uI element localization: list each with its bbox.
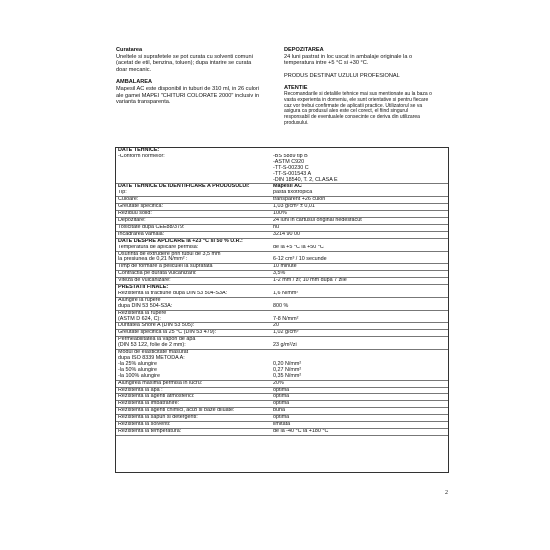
cell-label-line: -la 25% alungire xyxy=(118,360,157,367)
table-row xyxy=(116,394,448,401)
depozitarea-line: temperatura intre +5 °C si +30 °C. xyxy=(284,60,369,67)
table-row xyxy=(116,408,448,415)
cell-label: Rezistenta la imbatranire: xyxy=(116,401,271,408)
curatarea-heading: Curatarea xyxy=(116,47,143,53)
left-column xyxy=(116,47,276,106)
depozitarea-heading: DEPOZITAREA xyxy=(284,47,324,53)
cell-value: pasta tixotropica xyxy=(271,190,448,196)
cell-label: Toxicitate dupa CEE88/379: xyxy=(116,224,271,231)
ambalarea-line: Mapesil AC este disponibil in tuburi de 310 ml, in 26 culori xyxy=(116,85,260,92)
cell-label: Tip: xyxy=(116,190,271,196)
ambalarea-line: varianta transparenta. xyxy=(116,99,171,106)
table-row xyxy=(116,271,448,278)
cell-value: 23 g/m²/zi xyxy=(271,337,448,350)
cell-label-line: -la 100% alungire xyxy=(118,372,160,379)
cell-value-line: 0,20 N/mm² xyxy=(273,360,302,367)
modulus-values xyxy=(271,350,448,381)
table-row xyxy=(116,197,448,204)
cell-value: 6-12 cm³ / 10 secunde xyxy=(271,251,448,264)
cell-value: 100% xyxy=(271,211,448,218)
cell-label-line: dupa ISO 8339 METODA A: xyxy=(118,355,185,361)
table-row xyxy=(116,204,448,211)
table-row xyxy=(116,154,448,184)
technical-data-table xyxy=(115,147,449,473)
cell-label-line: Rezistenta la rupere xyxy=(118,310,167,316)
table-row xyxy=(116,297,448,310)
right-column xyxy=(284,47,444,127)
table-row xyxy=(116,231,448,238)
table-row xyxy=(116,387,448,394)
cell-value: de la +5 °C la +50 °C xyxy=(271,245,448,251)
depozitarea-line: 24 luni pastrat in loc uscat in ambalaje originale la o xyxy=(284,53,413,60)
cell-label: Culoare: xyxy=(116,197,271,204)
table-row xyxy=(116,310,448,323)
cell-value-line: 0,27 N/mm² xyxy=(273,366,302,373)
cell-label: Contractia pe durata vulcanizarii: xyxy=(116,271,271,278)
atentie-line: vasta experienta in domeniu, ele sunt orientative si pentru fiecare xyxy=(284,96,429,103)
cell-label: Temperatura de aplicare permisa: xyxy=(116,245,271,251)
page-number: 2 xyxy=(445,490,448,496)
product-name: Mapesil AC xyxy=(273,183,302,190)
cell-value: optima xyxy=(271,401,448,408)
cell-value: 7-8 N/mm² xyxy=(271,310,448,323)
standard-item: -TT-S-001543 A xyxy=(273,170,312,177)
cell-label-line: dupa DIN 53 504-S3A: xyxy=(118,302,173,309)
ambalarea-heading: AMBALAREA xyxy=(116,79,153,86)
curatarea-line: doar mecanic. xyxy=(116,66,152,73)
table-row xyxy=(116,337,448,350)
cell-label-line: Modul de elasticitate masurat xyxy=(118,349,189,356)
cell-label: Timp de formare a peliculei la suprafata xyxy=(116,264,271,271)
cell-value: 1,03 g/cm³ ± 0,01 xyxy=(271,204,448,211)
cell-label: Rezistenta la solventi: xyxy=(116,422,271,429)
table-row xyxy=(116,323,448,330)
cell-value: 20 xyxy=(271,323,448,330)
cell-label: Incadrarea vamala: xyxy=(116,231,271,238)
table-row xyxy=(116,428,448,435)
cell-label xyxy=(116,310,271,323)
table-row xyxy=(116,380,448,387)
cell-value: limitata xyxy=(271,422,448,429)
ambalarea-line: ale gamei MAPEI "CHITURI COLORATE 2000" inclusiv in xyxy=(116,92,260,99)
cell-label xyxy=(116,297,271,310)
cell-label: Rezistenta la tractiune dupa DIN 53 504-S3A: xyxy=(116,291,271,297)
cell-label: Depozitare: xyxy=(116,217,271,224)
cell-value: de la -40 °C la +180 °C xyxy=(271,428,448,435)
table-row xyxy=(116,422,448,429)
cell-label-line: Alungire la rupere xyxy=(118,297,161,303)
cell-label xyxy=(116,251,271,264)
table-row xyxy=(116,211,448,218)
cell-value: 24 luni in cartusul original nedesfacut xyxy=(271,217,448,224)
cell-label: Greutate specifica: xyxy=(116,204,271,211)
table-row xyxy=(116,401,448,408)
cell-label-line: -la 50% alungire xyxy=(118,366,157,373)
standard-item: -BS 5889 tip B xyxy=(273,153,308,159)
cell-label: Greutate specifica la 25 °C (DIN 53 479): xyxy=(116,330,271,337)
curatarea-line: Uneltele si suprafetele se pot curata cu solventi comuni xyxy=(116,53,253,60)
cell-label-line: la presiunea de 0,21 N/mm² : xyxy=(118,256,188,263)
cell-value: 3,5% xyxy=(271,271,448,278)
cell-value: 800 % xyxy=(271,297,448,310)
atentie-line: asigura ca produsul ales este cel corect, el fiind singurul xyxy=(284,108,408,115)
ident-title: DATE TEHNICE DE IDENTIFICARE A PRODUSULUI: xyxy=(118,183,250,190)
cell-label: Rezistenta la temperatura: xyxy=(116,428,271,435)
atentie-heading: ATENTIE xyxy=(284,85,308,92)
cell-label: Reziduu solid: xyxy=(116,211,271,218)
cell-label: Rezistenta la apa : xyxy=(116,387,271,394)
table-row xyxy=(116,278,448,285)
cell-value: 1,02 g/cm³ xyxy=(271,330,448,337)
cell-label-line: Usurinta de extrudere prin tubul de 3,5 mm xyxy=(118,251,221,257)
cell-label: Viteza de vulcanizare: xyxy=(116,278,271,285)
standards-cell xyxy=(271,154,448,184)
atentie-line: responsabil de eventualele consecinte ce deriva din utilizarea xyxy=(284,114,420,121)
atentie-line: caz vor trebui confirmate de aplicatii practice. Utilizatorul se va xyxy=(284,102,423,109)
cell-label: Rezistenta la sapun si detergenti: xyxy=(116,415,271,422)
cell-value: 10 minute xyxy=(271,264,448,271)
cell-value-line: 0,35 N/mm² xyxy=(273,372,302,379)
table-row xyxy=(116,224,448,231)
cell-label: Rezistenta la agenti atmosferici: xyxy=(116,394,271,401)
cell-value: nu xyxy=(271,224,448,231)
atentie-line: Recomandarile si detaliile tehnice mai sus mentionate au la baza o xyxy=(284,90,432,97)
conform-label: -Conform normelor: xyxy=(116,154,271,184)
cell-value: optima xyxy=(271,387,448,394)
modulus-label xyxy=(116,350,271,381)
standard-item: -DIN 18540, T. 2, CLASA E xyxy=(273,176,338,183)
cell-value: 3214 90 00 xyxy=(271,231,448,238)
cell-label-line: Permeabilitatea la vapori de apa xyxy=(118,336,196,343)
atentie-line: produsului. xyxy=(284,119,309,126)
tech-data-title: DATE TEHNICE: xyxy=(118,148,160,153)
apply-title: DATE DESPRE APLICARE la +23 °C si 50 % U.R.: xyxy=(118,238,243,244)
standard-item: -TT-S-00230 C xyxy=(273,164,309,171)
cell-value: 20% xyxy=(271,380,448,387)
table-row xyxy=(116,264,448,271)
cell-label-line: (ASTM D 624, C): xyxy=(118,315,161,322)
cell-label: Rezistenta la agenti chimici, acizi si baze diluate: xyxy=(116,408,271,415)
cell-label-line: (DIN 53 122, folie de 2 mm): xyxy=(118,342,186,349)
cell-label: Duritatea Shore A (DIN 53 505): xyxy=(116,323,271,330)
cell-value: optima xyxy=(271,394,448,401)
table-row xyxy=(116,350,448,381)
table-row xyxy=(116,251,448,264)
professional-use-note: PRODUS DESTINAT UZULUI PROFESIONAL xyxy=(284,72,400,79)
standard-item: -ASTM C920 xyxy=(273,158,305,165)
cell-value: buna xyxy=(271,408,448,415)
cell-label xyxy=(116,337,271,350)
cell-value: 1-2 mm / zi; 10 mm dupa 7 zile xyxy=(271,278,448,285)
cell-value: transparent +26 culori xyxy=(271,197,448,204)
cell-value: optima xyxy=(271,415,448,422)
cell-value: 1,6 N/mm² xyxy=(271,291,448,297)
table-row xyxy=(116,330,448,337)
table-row xyxy=(116,217,448,224)
curatarea-line: (acetat de etil, benzina, toluen); dupa intarire se curata xyxy=(116,60,252,67)
cell-label: Alungirea maxima permisa in lucru: xyxy=(116,380,271,387)
final-title: PRESTATII FINALE: xyxy=(118,284,169,291)
table-row xyxy=(116,415,448,422)
